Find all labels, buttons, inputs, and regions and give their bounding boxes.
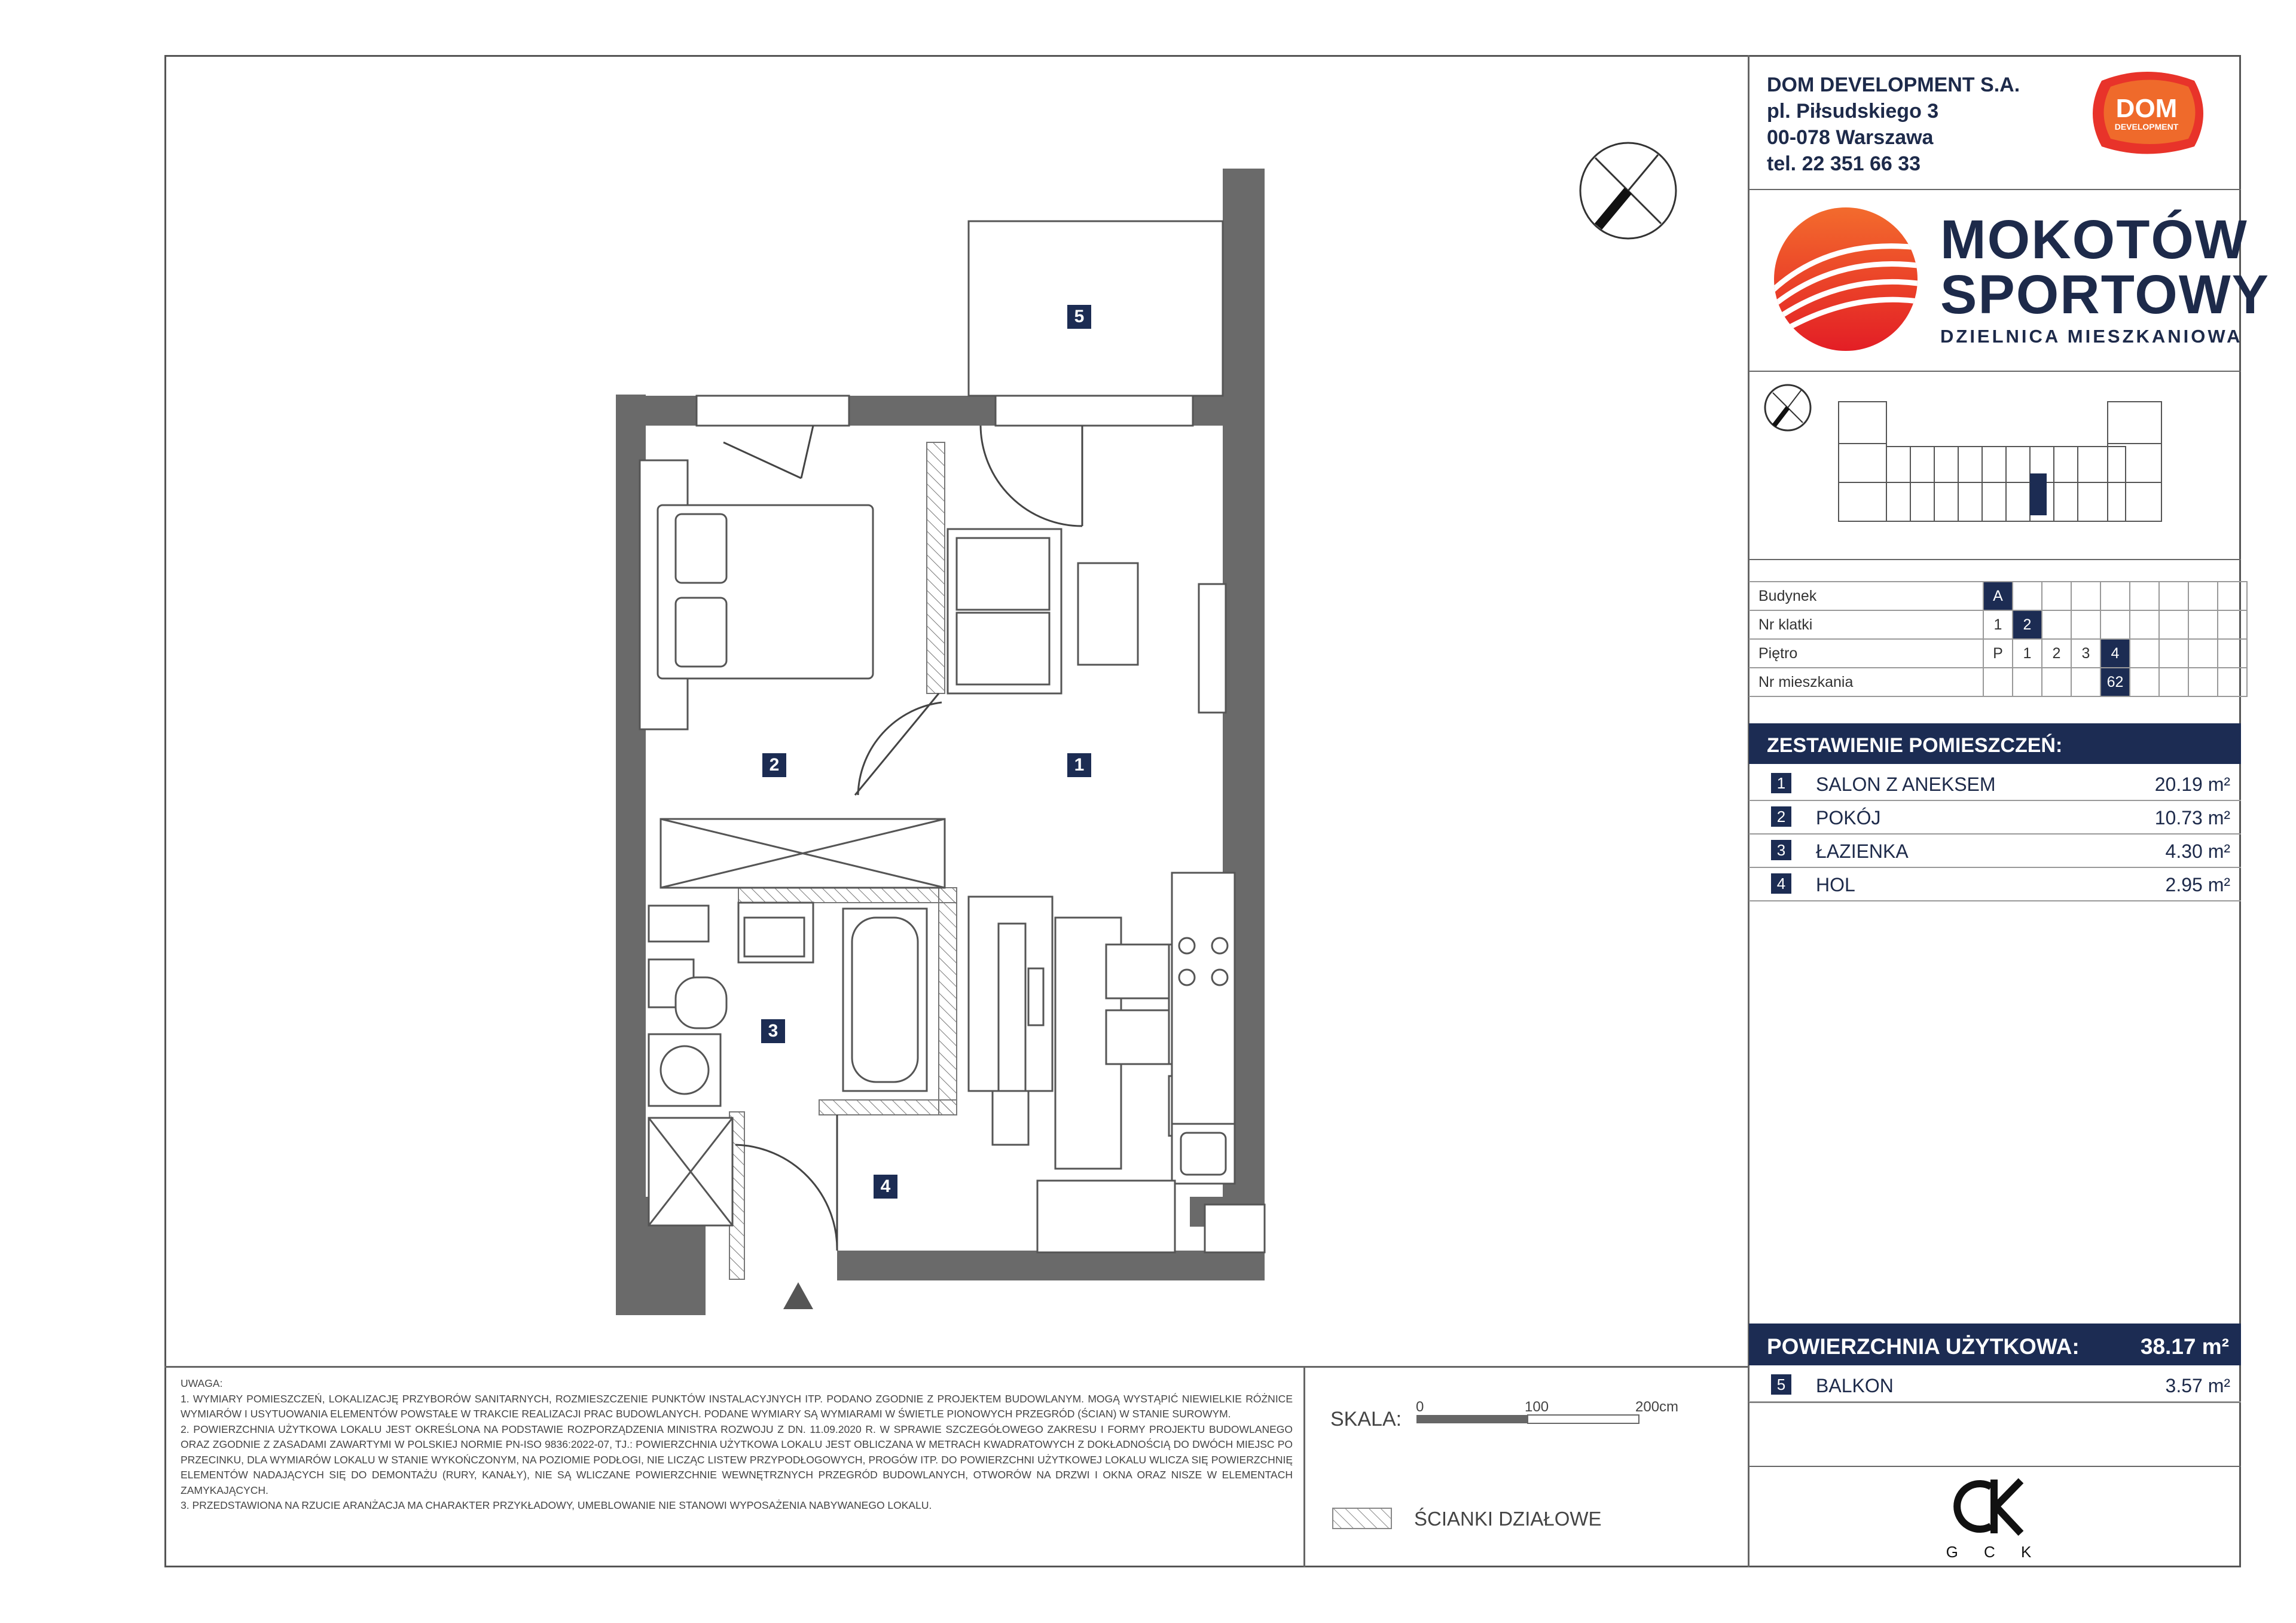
location-table — [1749, 581, 2248, 697]
gck-logo — [1943, 1474, 2051, 1563]
location-cell: P — [1983, 639, 2013, 668]
plan-label-2: 2 — [762, 753, 786, 777]
company-city: 00-078 Warszawa — [1767, 126, 1934, 149]
location-cell — [2159, 610, 2188, 639]
location-row — [1749, 610, 2247, 639]
balcony-name: BALKON — [1816, 1375, 1894, 1396]
location-cell: 4 — [2100, 639, 2130, 668]
location-row — [1749, 639, 2247, 668]
location-cell: 1 — [2013, 639, 2042, 668]
company-contact — [1767, 72, 2020, 177]
note-3: 3. PRZEDSTAWIONA NA RZUCIE ARANŻACJA MA CHARAKTER PRZYKŁADOWY, UMEBLOWANIE NIE STANOWI WYPOSAŻENIA NABYWANEGO LOKALU. — [181, 1499, 932, 1511]
scale-tick-0: 0 — [1416, 1399, 1424, 1415]
dom-development-logo — [2084, 66, 2209, 158]
usable-area-bar — [1749, 1324, 2241, 1365]
usable-area-value: 38.17 m² — [2140, 1334, 2229, 1359]
company-phone: tel. 22 351 66 33 — [1767, 152, 1921, 175]
location-cell — [2159, 668, 2188, 696]
apartment-highlight — [2030, 473, 2047, 515]
location-cell: A — [1983, 582, 2013, 610]
location-cell — [2188, 610, 2218, 639]
plan-label-4: 4 — [874, 1175, 897, 1199]
location-cell — [2159, 639, 2188, 668]
mokotow-sportowy-logo — [1773, 206, 1919, 353]
location-cell: 1 — [1983, 610, 2013, 639]
room-row — [1749, 766, 2241, 801]
location-cell — [2071, 582, 2100, 610]
company-street: pl. Piłsudskiego 3 — [1767, 100, 1939, 123]
room-name: HOL — [1816, 874, 1855, 895]
location-cell — [2042, 582, 2071, 610]
note-2: 2. POWIERZCHNIA UŻYTKOWA LOKALU JEST OKREŚLONA NA PODSTAWIE ROZPORZĄDZENIA MINISTRA ROZWOJU Z DN. 11.09.2020 R. W SPRAWIE SZCZEGÓŁOWEGO ZAKRESU I FORMY PROJEKTU BUDOWLANEGO ORAZ ZGODNIE Z ZASADAMI ZAWARTYMI W POLSKIEJ NORMIE PN-ISO 9836:2022-07, TJ.: POWIERZCHNIA UŻYTKOWA LOKALU JEST OBLICZANA W METRACH KWADRATOWYCH Z DOKŁADNOŚCIĄ DO DWÓCH MIEJSC PO PRZECINKU, DLA WYMIARÓW LOKALU W STANIE WYKOŃCZONYM, NA POZIOMIE PODŁOGI, NIE LICZĄC LISTEW PRZYPODŁOGOWYCH, PROGÓW ITP. DO POWIERZCHNI UŻYTKOWEJ LOKALU WLICZA SIĘ POWIERZCHNIĘ ELEMENTÓW NADAJĄCYCH SIĘ DO DEMONTAŻU (RURY, KANAŁY), NIE SĄ WLICZANE POWIERZCHNIE WEWNĘTRZNYCH PRZEGRÓD BUDOWLANYCH, OTWORÓW NA DRZWI I OKNA ORAZ NISZE W ELEMENTACH ZAMYKAJĄCYCH. — [181, 1423, 1293, 1496]
location-cell — [2100, 582, 2130, 610]
location-cell — [2042, 668, 2071, 696]
location-cell — [2188, 639, 2218, 668]
rooms-header-text: ZESTAWIENIE POMIESZCZEŃ: — [1767, 734, 2063, 757]
location-row-label: Piętro — [1749, 639, 1983, 668]
room-row — [1749, 833, 2241, 868]
location-row — [1749, 582, 2247, 610]
location-cell — [2071, 610, 2100, 639]
panel-line — [1749, 1466, 2241, 1467]
rooms-header — [1749, 723, 2241, 764]
balcony-outline — [969, 221, 1223, 396]
panel-line — [1749, 371, 2241, 372]
compass-icon — [1577, 140, 1679, 242]
panel-line — [1749, 189, 2241, 190]
location-cell — [2013, 668, 2042, 696]
entrance-arrow-icon — [783, 1282, 813, 1309]
room-area: 20.19 m² — [2154, 774, 2230, 795]
room-row — [1749, 800, 2241, 835]
location-cell — [2218, 668, 2247, 696]
project-title-line1: MOKOTÓW — [1940, 209, 2248, 270]
balcony-row — [1749, 1368, 2241, 1402]
floor-plan — [616, 161, 1286, 1315]
room-row — [1749, 867, 2241, 901]
room-number: 1 — [1771, 773, 1791, 793]
location-row-label: Budynek — [1749, 582, 1983, 610]
balcony-number: 5 — [1771, 1374, 1791, 1395]
project-title-line2: SPORTOWY — [1940, 264, 2270, 325]
location-cell — [2130, 639, 2159, 668]
room-area: 4.30 m² — [2165, 840, 2230, 862]
notes-title: UWAGA: — [181, 1377, 223, 1389]
room-area: 2.95 m² — [2165, 874, 2230, 895]
location-cell — [2188, 668, 2218, 696]
location-row-label: Nr klatki — [1749, 610, 1983, 639]
notes-divider — [164, 1366, 1749, 1368]
scale-divider — [1303, 1366, 1305, 1567]
location-cell: 62 — [2100, 668, 2130, 696]
company-name: DOM DEVELOPMENT S.A. — [1767, 74, 2020, 96]
note-1: 1. WYMIARY POMIESZCZEŃ, LOKALIZACJĘ PRZYBORÓW SANITARNYCH, ROZMIESZCZENIE PUNKTÓW INSTALACYJNYCH ITP. PODANO ZGODNIE Z PROJEKTEM BUDOWLANYM. MOGĄ WYSTĄPIĆ NIEWIELKIE RÓŻNICE WYMIARÓW I USYTUOWANIA ELEMENTÓW POWSTAŁE W TRAKCIE REALIZACJI PRAC BUDOWLANYCH. PODANE WYMIARY SĄ WYMIARAMI W ŚWIETLE PIONOWYCH PRZEGRÓD (ŚCIAN) W STANIE SUROWYM. — [181, 1392, 1293, 1420]
location-cell: 3 — [2071, 639, 2100, 668]
location-cell — [2042, 610, 2071, 639]
plan-label-3: 3 — [761, 1019, 785, 1043]
room-name: ŁAZIENKA — [1816, 840, 1909, 862]
balcony-area: 3.57 m² — [2165, 1375, 2230, 1396]
location-cell — [2159, 582, 2188, 610]
room-number: 3 — [1771, 840, 1791, 860]
location-cell — [2218, 639, 2247, 668]
scale-label: SKALA: — [1330, 1408, 1402, 1431]
scale-tick-200: 200cm — [1635, 1399, 1679, 1415]
notes-block — [181, 1376, 1293, 1514]
location-cell — [2188, 582, 2218, 610]
scale-bar — [1416, 1414, 1643, 1426]
location-cell: 2 — [2042, 639, 2071, 668]
plan-label-1: 1 — [1067, 753, 1091, 777]
location-cell: 2 — [2013, 610, 2042, 639]
room-area: 10.73 m² — [2154, 807, 2230, 829]
room-number: 2 — [1771, 806, 1791, 827]
panel-line — [1749, 559, 2241, 560]
location-cell — [2218, 610, 2247, 639]
project-title — [1940, 209, 2270, 325]
dom-logo-text: DOM — [2115, 94, 2178, 123]
room-name: POKÓJ — [1816, 807, 1881, 829]
location-cell — [2071, 668, 2100, 696]
key-plan — [1761, 378, 2233, 554]
development-logo-text: DEVELOPMENT — [2114, 122, 2179, 132]
location-cell — [2130, 610, 2159, 639]
gck-letters: G C K — [1946, 1543, 2042, 1561]
location-cell — [1983, 668, 2013, 696]
location-cell — [2130, 668, 2159, 696]
location-row-label: Nr mieszkania — [1749, 668, 1983, 696]
legend-label: ŚCIANKI DZIAŁOWE — [1414, 1508, 1602, 1530]
partition-hatch-icon — [1332, 1508, 1392, 1529]
plan-label-5: 5 — [1067, 305, 1091, 329]
location-cell — [2100, 610, 2130, 639]
location-cell — [2130, 582, 2159, 610]
location-cell — [2013, 582, 2042, 610]
room-number: 4 — [1771, 873, 1791, 894]
location-row — [1749, 668, 2247, 696]
room-name: SALON Z ANEKSEM — [1816, 774, 1996, 795]
scale-tick-100: 100 — [1525, 1399, 1549, 1415]
project-subtitle: DZIELNICA MIESZKANIOWA — [1940, 326, 2243, 347]
location-cell — [2218, 582, 2247, 610]
usable-area-label: POWIERZCHNIA UŻYTKOWA: — [1767, 1334, 2080, 1359]
mini-compass-icon — [1765, 385, 1810, 430]
